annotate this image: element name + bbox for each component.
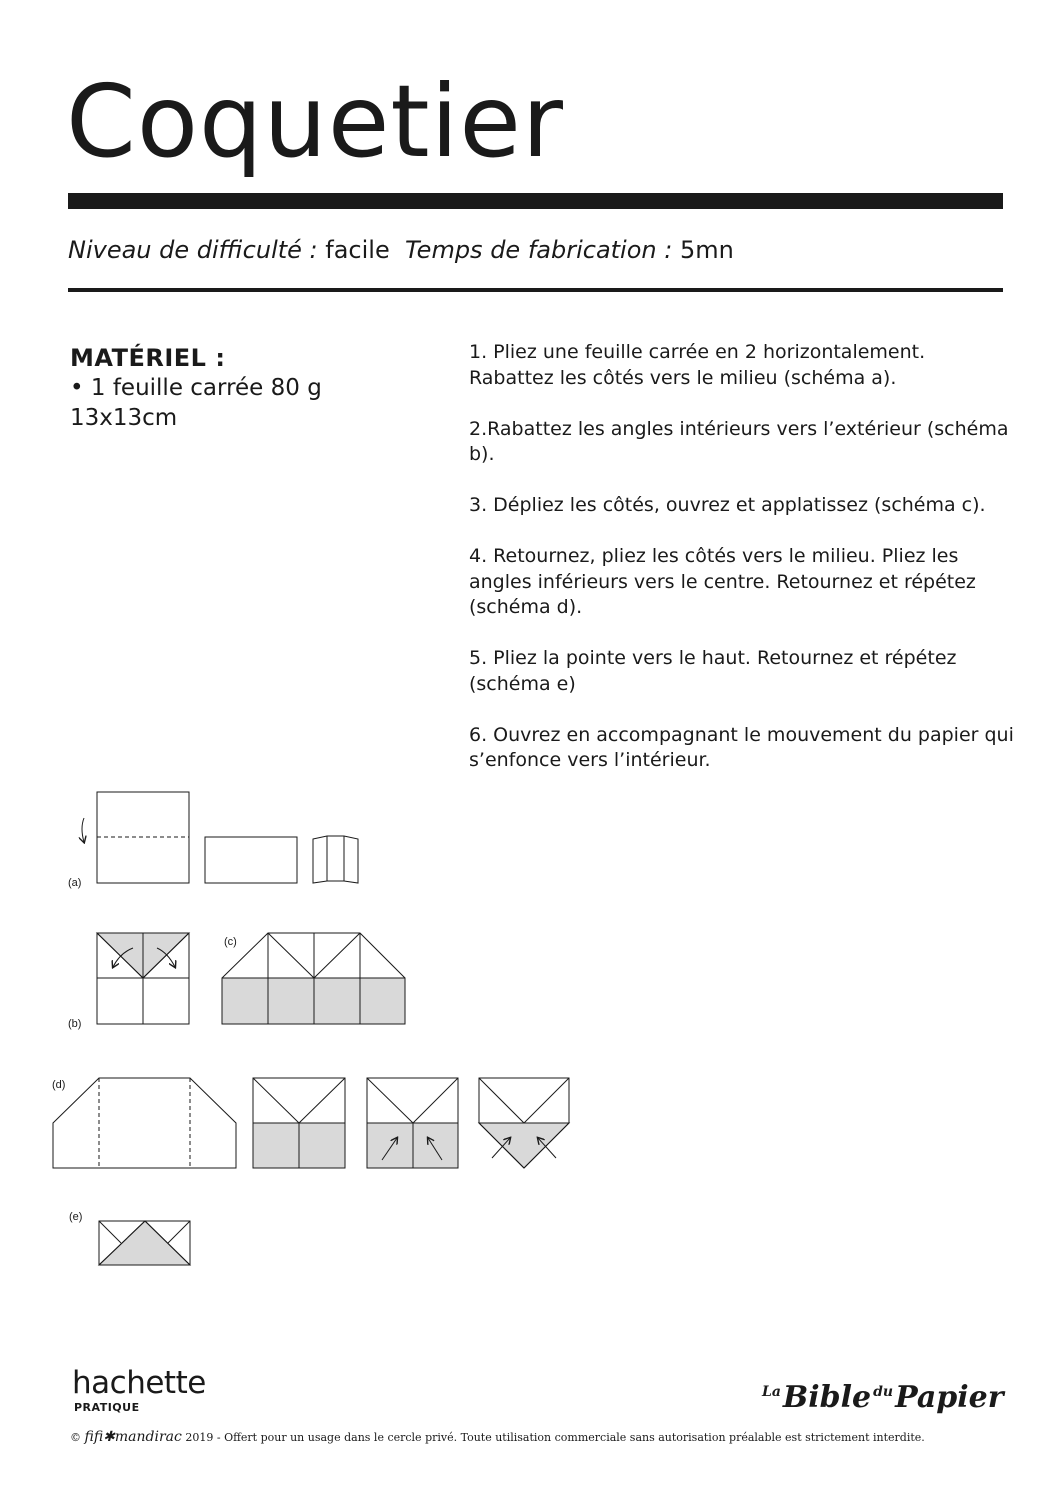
subtitle bbox=[68, 234, 734, 266]
hachette-logo: hachette bbox=[72, 1365, 206, 1401]
step-5: 5. Pliez la pointe vers le haut. Retournez et répétez (schéma e) bbox=[469, 647, 957, 695]
step-3: 3. Dépliez les côtés, ouvrez et applatissez (schéma c). bbox=[469, 494, 986, 516]
diagram-a bbox=[68, 792, 358, 889]
materials-item-size: 13x13cm bbox=[70, 405, 178, 431]
step-1: 1. Pliez une feuille carrée en 2 horizontalement. Rabattez les côtés vers le milieu (schéma a). bbox=[469, 341, 926, 389]
copyright-notice bbox=[70, 1428, 925, 1447]
diagram-b bbox=[68, 933, 189, 1030]
step-2: 2.Rabattez les angles intérieurs vers l’extérieur (schéma b). bbox=[469, 417, 1009, 465]
copyright-text: 2019 - Offert pour un usage dans le cercle privé. Toute utilisation commerciale sans autorisation préalable est strictement interdite. bbox=[185, 1431, 925, 1444]
materials-item: • 1 feuille carrée 80 g bbox=[70, 375, 322, 401]
brand-name: fifi✱mandirac bbox=[84, 1429, 182, 1445]
diagram-d bbox=[52, 1078, 569, 1168]
step-6: 6. Ouvrez en accompagnant le mouvement du papier qui s’enfonce vers l’intérieur. bbox=[469, 723, 1014, 771]
title-rule bbox=[68, 193, 1003, 209]
label-e: (e) bbox=[69, 1211, 83, 1223]
time-label: Temps de fabrication : bbox=[404, 236, 673, 264]
label-d: (d) bbox=[52, 1079, 66, 1091]
bible-du-papier-logo: $^{La}$Bible $^{du}$Papier bbox=[762, 1380, 1004, 1415]
difficulty-label: Niveau de difficulté : bbox=[68, 236, 318, 264]
difficulty-value: facile bbox=[325, 236, 390, 264]
label-c: (c) bbox=[224, 936, 237, 948]
folding-diagrams bbox=[0, 780, 1058, 1280]
time-value: 5mn bbox=[679, 236, 734, 264]
step-4: 4. Retournez, pliez les côtés vers le milieu. Pliez les angles inférieurs vers le centre. Retournez et répétez (schéma d). bbox=[469, 545, 976, 618]
copyright-symbol: © bbox=[70, 1431, 81, 1444]
diagram-e bbox=[69, 1211, 190, 1265]
page-title: Coquetier bbox=[66, 63, 565, 180]
label-b: (b) bbox=[68, 1018, 82, 1030]
materials-block bbox=[70, 343, 440, 433]
subtitle-rule bbox=[68, 288, 1003, 292]
hachette-logo-sub: PRATIQUE bbox=[74, 1401, 140, 1414]
diagram-c bbox=[222, 933, 405, 1024]
steps-list bbox=[469, 340, 1014, 799]
materials-heading: MATÉRIEL : bbox=[70, 344, 226, 372]
label-a: (a) bbox=[68, 877, 82, 889]
